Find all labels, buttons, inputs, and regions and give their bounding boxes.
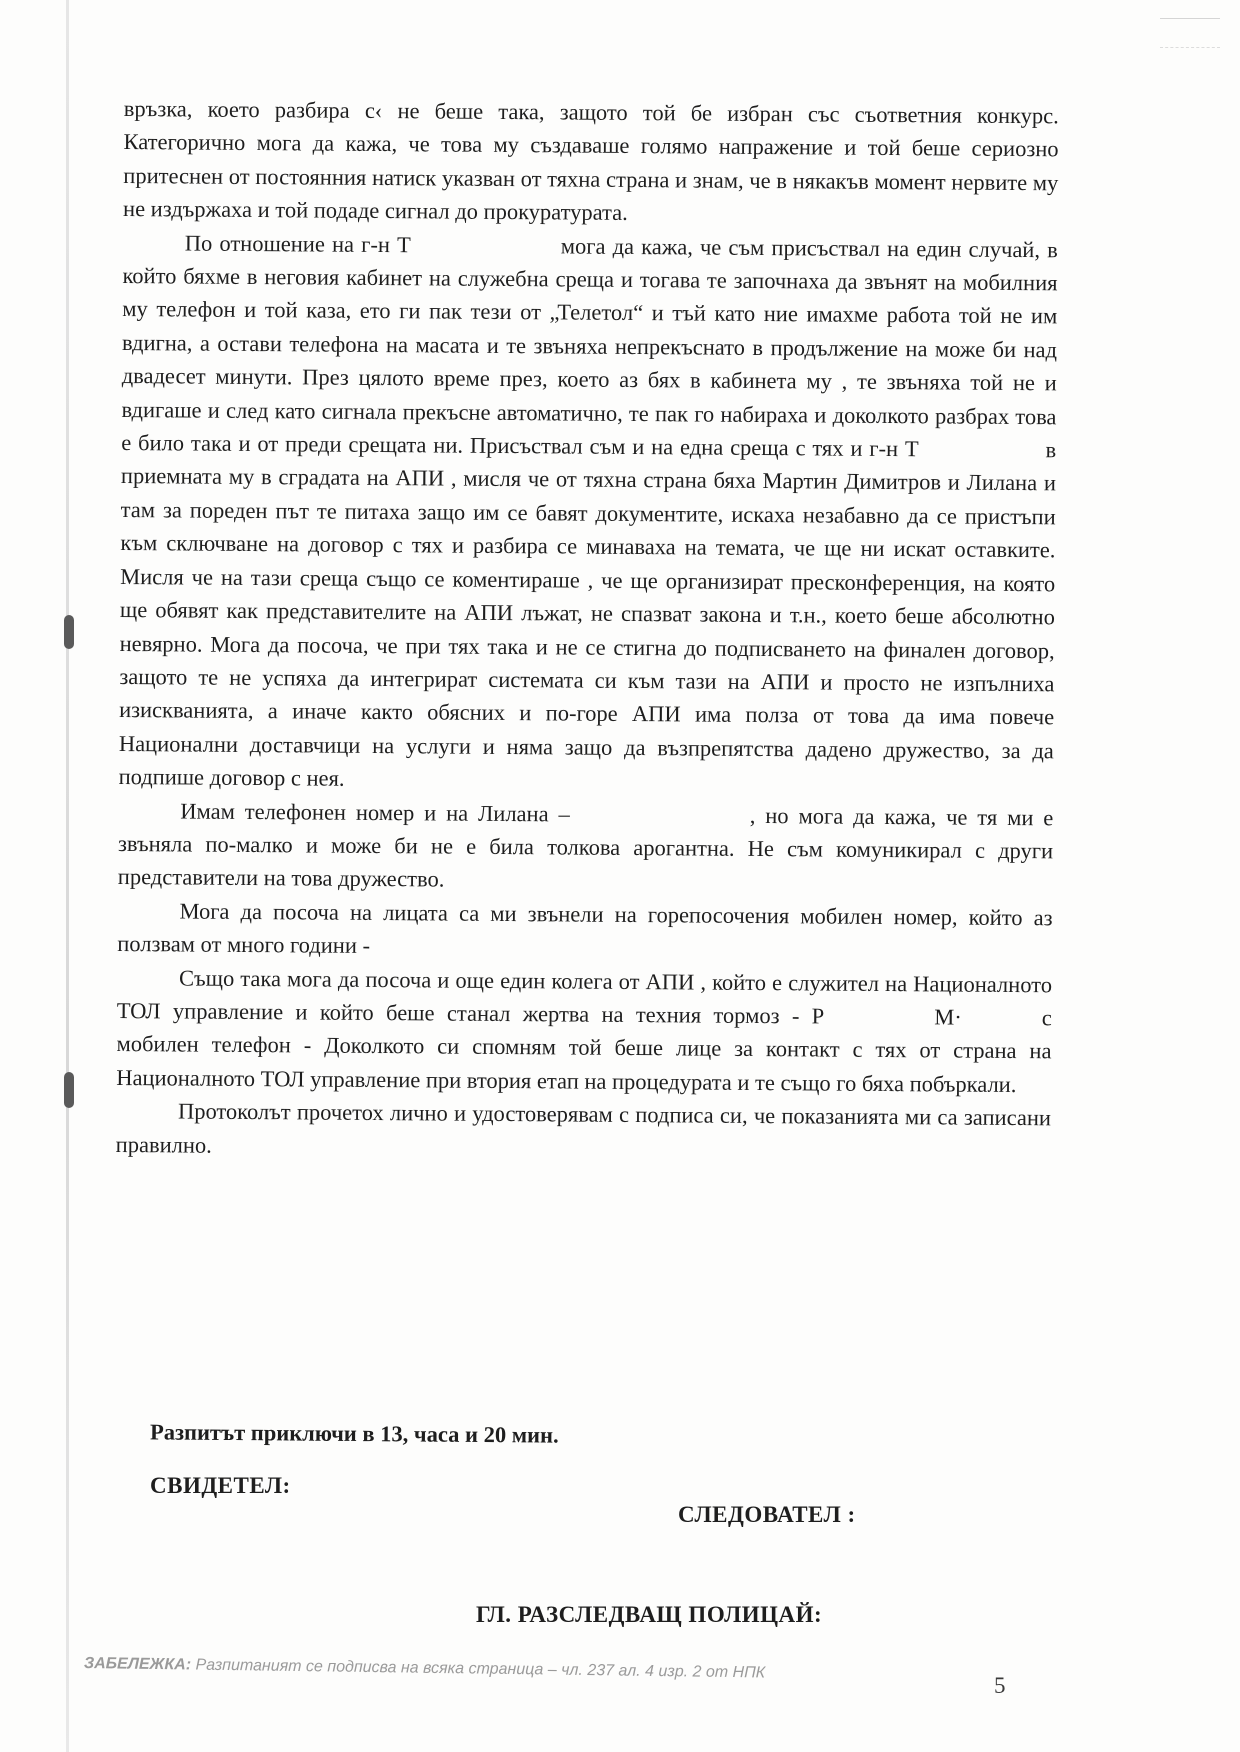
page-number: 5 (994, 1673, 1006, 1698)
paragraph: Мога да посоча на лицата са ми звънели на горепосочения мобилен номер, който аз ползвам от много години - (117, 898, 1053, 959)
punch-hole-mark (64, 615, 74, 649)
text-fragment: мога да кажа, че съм присъствал на един случай, в който бяхме в неговия кабинет на служебна среща и тогава те започнаха да звънят на мобилния му телефон и той каза, ето ги пак тези от „Телетол“ и тъй като ние имахме работа той не им вдигна, а остави телефона на масата и те звъняха непрекъснато в продължение на може би над двадесет минути. През цялото време през, което аз бях в кабинета му , те звъняха той не и вдигаше и след като сигнала прекъсне автоматично, те пак го набираха и доколкото разбрах това е било така и от преди срещата ни. Присъствал съм и на една среща с тях и г-н Т (121, 233, 1058, 462)
text-fragment: , но мога да кажа, че тя ми е звъняла по-малко и може би не е била толкова арогантна. Не съм комуникирал с други представители на това дружество. (117, 802, 1054, 892)
testimony-text (116, 92, 1059, 1168)
text-fragment: в приемната му в сградата на АПИ , мисля че от тяхна страна бяха Мартин Димитров и Лилана и там за пореден път те питаха защо им се бавят документите, искаха незабавно да се пристъпи към сключване на договор с тях и разбира се минаваха на темата, че ще ни искат оставките. Мисля че на тази среща също се коментираше , че ще организират пресконференция, на която ще обявят как представителите на АПИ лъжат, не спазват закона и т.н., което беше абсолютно невярно. Мога да посоча, че при тях така и не се стигна до подписването на финален договор, защото те не успяха да интегрират системата си към тази на АПИ и просто не изпълниха изискванията, а иначе както обясних и по-горе АПИ има полза от това да има повече Национални доставчици на услуги и няма защо да възпрепятства дадено дружество, за да подпише договор с нея. (118, 437, 1057, 791)
footnote-text: Разпитаният се подписва на всяка страница – чл. 237 ал. 4 изр. 2 от НПК (195, 1656, 766, 1682)
text-fragment: Имам телефонен номер и на Лилана – (180, 797, 570, 827)
punch-hole-mark (64, 1072, 74, 1108)
footnote-label: ЗАБЕЛЕЖКА: (83, 1655, 192, 1674)
paragraph (116, 961, 1052, 1102)
text-fragment: Също така мога да посоча и още един колега от АПИ , който е служител на Националното ТОЛ управление и който беше станал жертва на техния тормоз - Р (116, 965, 1053, 1029)
police-signature-label: ГЛ. РАЗСЛЕДВАЩ ПОЛИЦАЙ: (476, 1602, 823, 1627)
text-fragment: По отношение на г-н Т (184, 230, 411, 257)
scan-corner-mark (1160, 18, 1220, 48)
text-fragment: М· (934, 1004, 962, 1030)
witness-signature-label: СВИДЕТЕЛ: (150, 1473, 291, 1498)
scan-binding-edge (66, 0, 69, 1752)
paragraph: Протоколът прочетох лично и удостоверявам с подписа си, че показанията ми са записани правилно. (115, 1098, 1052, 1158)
interrogation-end-time: Разпитът приключи в 13, часа и 20 мин. (149, 1419, 559, 1448)
paragraph: връзка, което разбира с‹ не беше така, защото той бе избран със съответния конкурс. Категорично мога да кажа, че това му създаваше голямо напражение и той беше сериозно притеснен от постоянния натиск указван от тяхна страна и знам, че в някакъв момент нервите му не издържаха и той подаде сигнал до прокуратурата. (122, 95, 1059, 226)
paragraph (118, 226, 1057, 801)
investigator-signature-label: СЛЕДОВАТЕЛ : (678, 1502, 856, 1527)
footnote (84, 1655, 984, 1686)
text-fragment: Доколкото си спомням той беше лице за контакт с тях от страна на Националното ТОЛ управление при втория етап на процедурата и те също го бяха побъркали. (116, 1032, 1052, 1097)
paragraph (118, 794, 1054, 902)
text-fragment: с мобилен телефон - (116, 1005, 1052, 1058)
